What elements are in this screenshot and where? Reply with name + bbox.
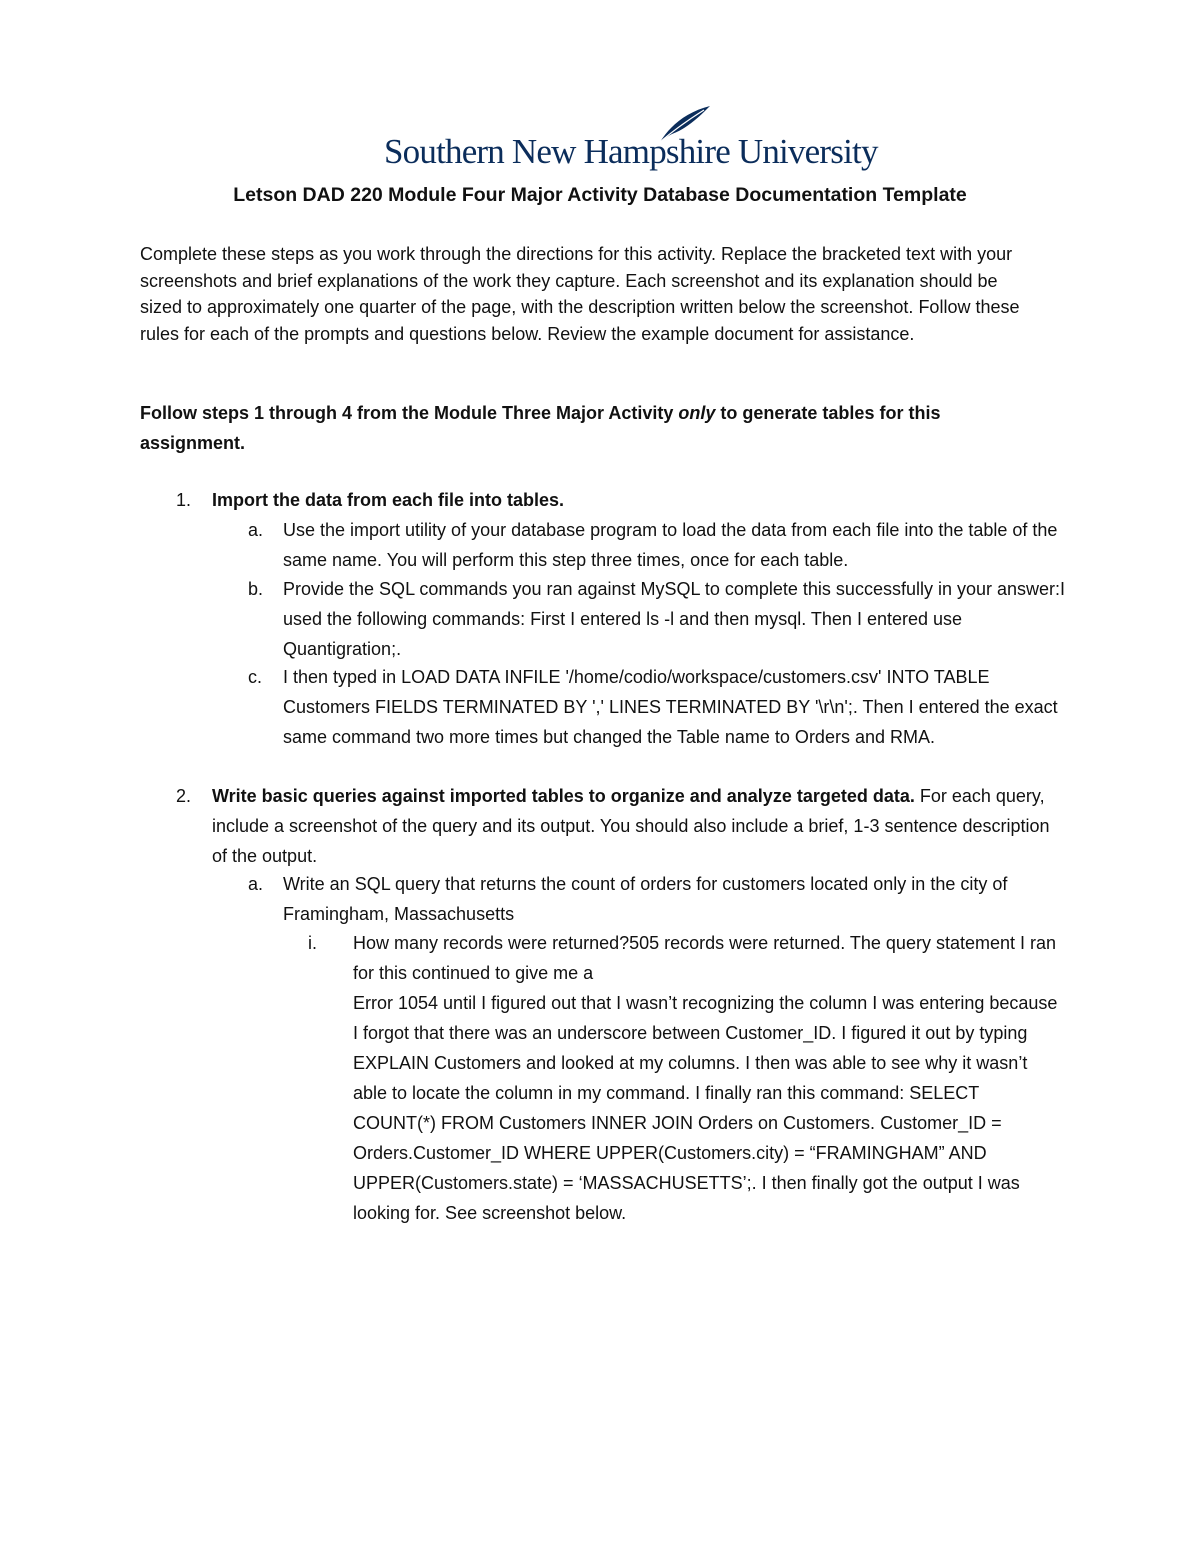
step-1-heading: Import the data from each file into tables.: [212, 490, 565, 510]
step-1a-text: Use the import utility of your database program to load the data from each file into the table of the same name. You will perform this step three times, once for each table.: [283, 520, 1058, 570]
follow-emphasis: only: [678, 403, 716, 423]
follow-text-2: to generate tables for this assignment.: [140, 403, 941, 453]
step-2-text: For each query, include a screenshot of the query and its output. You should also include a brief, 1-3 sentence description of the output.: [212, 786, 1050, 866]
step-1-number: 1.: [176, 490, 192, 510]
document-title: Letson DAD 220 Module Four Major Activity Database Documentation Template: [233, 184, 967, 206]
intro-paragraph: Complete these steps as you work through the directions for this activity. Replace the bracketed text with your screenshots and brief explanations of the work they capture. Each screenshot and its explanation should be sized to approximately one quarter of the page, with the description written below the screenshot. Follow these rules for each of the prompts and questions below. Review the example document for assistance.: [140, 244, 1020, 344]
follow-text-1: Follow steps 1 through 4 from the Module Three Major Activity: [140, 403, 679, 423]
logo-text: Southern New Hampshire University: [384, 132, 878, 171]
step-2-number: 2.: [176, 786, 192, 806]
follow-instruction: [140, 398, 1040, 458]
step-2-heading: Write basic queries against imported tables to organize and analyze targeted data.: [212, 786, 915, 806]
step-1b-text: Provide the SQL commands you ran against MySQL to complete this successfully in your answer:I used the following commands: First I entered ls -l and then mysql. Then I entered use Quantigration;.: [283, 579, 1066, 659]
step-1c-label: c.: [248, 667, 263, 687]
step-2a-label: a.: [248, 874, 264, 894]
step-2-paragraph: [212, 781, 1062, 871]
university-logo: [384, 104, 878, 178]
step-1a-label: a.: [248, 520, 264, 540]
step-2ai-label: i.: [308, 933, 317, 953]
step-2ai-text-line2: Error 1054 until I figured out that I wasn’t recognizing the column I was entering because I forgot that there was an underscore between Customer_ID. I figured it out by typing EXPLAIN Customers and looked at my columns. I then was able to see why it wasn’t able to locate the column in my command. I finally ran this command: SELECT COUNT(*) FROM Customers INNER JOIN Orders on Customers. Customer_ID = Orders.Customer_ID WHERE UPPER(Customers.city) = “FRAMINGHAM” AND UPPER(Customers.state) = ‘MASSACHUSETTS’;. I then finally got the output I was looking for. See screenshot below.: [353, 993, 1058, 1223]
step-1c-text: I then typed in LOAD DATA INFILE '/home/codio/workspace/customers.csv' INTO TABLE Customers FIELDS TERMINATED BY ',' LINES TERMINATED BY '\r\n';. Then I entered the exact same command two more times but changed the Table name to Orders and RMA.: [283, 667, 1058, 747]
step-1b-label: b.: [248, 579, 264, 599]
step-2ai-text-line1: How many records were returned?505 records were returned. The query statement I ran for this continued to give me a: [353, 933, 1057, 983]
step-2a-text: Write an SQL query that returns the count of orders for customers located only in the city of Framingham, Massachusetts: [283, 874, 1008, 924]
step-2ai-text: [353, 928, 1065, 1228]
